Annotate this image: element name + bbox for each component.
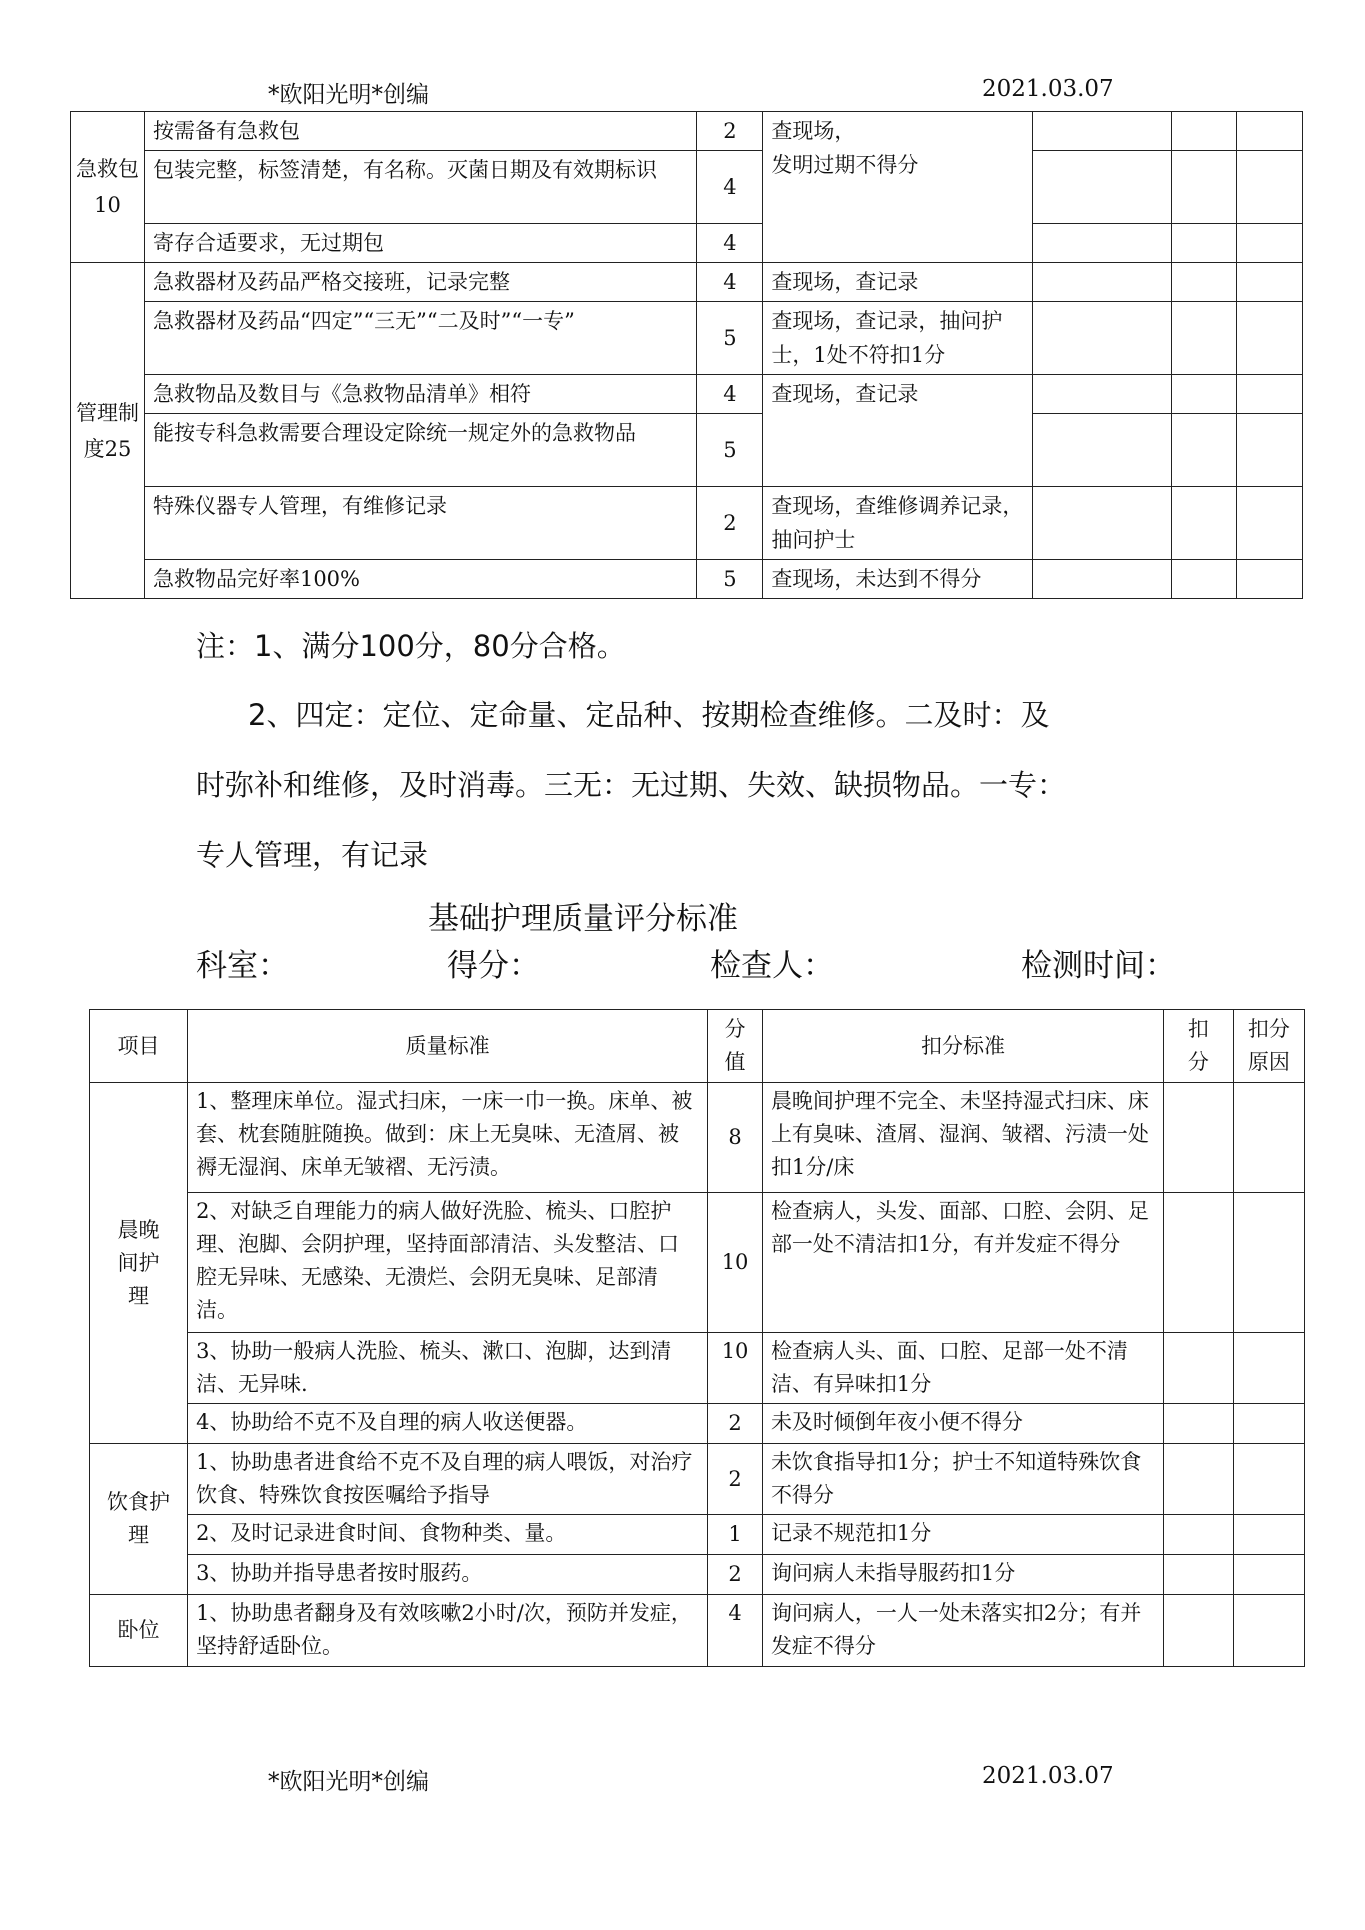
score-cell: 2 xyxy=(697,112,763,151)
header-deduct-standard: 扣分标准 xyxy=(762,1010,1163,1083)
blank-cell xyxy=(1033,375,1172,414)
blank-cell xyxy=(1233,1555,1304,1595)
std-cell: 能按专科急救需要合理设定除统一规定外的急救物品 xyxy=(144,414,697,487)
note-line-2: 2、四定：定位、定命量、定品种、按期检查维修。二及时：及 xyxy=(248,698,1050,732)
score-cell: 8 xyxy=(708,1083,763,1193)
blank-cell xyxy=(1237,112,1303,151)
blank-cell xyxy=(1172,414,1237,487)
method-cell: 查现场，查记录 xyxy=(763,263,1033,302)
score-cell: 5 xyxy=(697,302,763,375)
score-cell: 2 xyxy=(708,1404,763,1444)
score-label: 得分： xyxy=(447,948,540,984)
header-item: 项目 xyxy=(90,1010,188,1083)
blank-cell xyxy=(1172,487,1237,560)
group-management: 管理制度25 xyxy=(71,263,145,599)
blank-cell xyxy=(1033,263,1172,302)
inspector-label: 检查人： xyxy=(710,948,834,984)
blank-cell xyxy=(1233,1595,1304,1667)
blank-cell xyxy=(1172,112,1237,151)
blank-cell xyxy=(1237,375,1303,414)
blank-cell xyxy=(1233,1083,1304,1193)
method-cell: 查现场，查记录，抽问护士，1处不符扣1分 xyxy=(763,302,1033,375)
score-cell: 4 xyxy=(697,375,763,414)
blank-cell xyxy=(1033,112,1172,151)
header-author: *欧阳光明*创编 xyxy=(268,82,429,108)
header-score: 分值 xyxy=(708,1010,763,1083)
blank-cell xyxy=(1033,560,1172,599)
deduct-std-cell: 记录不规范扣1分 xyxy=(762,1515,1163,1555)
group-diet-care: 饮食护理 xyxy=(90,1444,188,1595)
blank-cell xyxy=(1033,414,1172,487)
deduct-std-cell: 晨晚间护理不完全、未坚持湿式扫床、床上有臭味、渣屑、湿润、皱褶、污渍一处扣1分/床 xyxy=(762,1083,1163,1193)
std-cell: 按需备有急救包 xyxy=(144,112,697,151)
blank-cell xyxy=(1164,1404,1234,1444)
std-cell: 急救器材及药品严格交接班，记录完整 xyxy=(144,263,697,302)
score-cell: 4 xyxy=(697,263,763,302)
std-cell: 1、协助患者翻身及有效咳嗽2小时/次，预防并发症，坚持舒适卧位。 xyxy=(188,1595,708,1667)
std-cell: 急救器材及药品“四定”“三无”“二及时”“一专” xyxy=(144,302,697,375)
blank-cell xyxy=(1233,1404,1304,1444)
score-cell: 10 xyxy=(708,1193,763,1333)
score-cell: 2 xyxy=(708,1444,763,1515)
score-cell: 4 xyxy=(697,151,763,224)
deduct-std-cell: 未饮食指导扣1分；护士不知道特殊饮食不得分 xyxy=(762,1444,1163,1515)
score-cell: 2 xyxy=(697,487,763,560)
time-label: 检测时间： xyxy=(1021,948,1176,984)
group-position: 卧位 xyxy=(90,1595,188,1667)
group-morning-evening-care: 晨晚间护理 xyxy=(90,1083,188,1444)
std-cell: 2、对缺乏自理能力的病人做好洗脸、梳头、口腔护理、泡脚、会阴护理，坚持面部清洁、头发整洁、口腔无异味、无感染、无溃烂、会阴无臭味、足部清洁。 xyxy=(188,1193,708,1333)
std-cell: 包装完整，标签清楚，有名称。灭菌日期及有效期标识 xyxy=(144,151,697,224)
blank-cell xyxy=(1237,414,1303,487)
emergency-supplies-table xyxy=(70,111,1303,599)
std-cell: 4、协助给不克不及自理的病人收送便器。 xyxy=(188,1404,708,1444)
footer-author: *欧阳光明*创编 xyxy=(268,1769,429,1795)
note-line-4: 专人管理，有记录 xyxy=(196,838,429,872)
score-cell: 4 xyxy=(708,1595,763,1667)
blank-cell xyxy=(1164,1595,1234,1667)
std-cell: 特殊仪器专人管理，有维修记录 xyxy=(144,487,697,560)
blank-cell xyxy=(1164,1193,1234,1333)
deduct-std-cell: 未及时倾倒年夜小便不得分 xyxy=(762,1404,1163,1444)
blank-cell xyxy=(1233,1193,1304,1333)
blank-cell xyxy=(1172,302,1237,375)
blank-cell xyxy=(1237,487,1303,560)
blank-cell xyxy=(1237,263,1303,302)
std-cell: 1、整理床单位。湿式扫床，一床一巾一换。床单、被套、枕套随脏随换。做到：床上无臭味、无渣屑、被褥无湿润、床单无皱褶、无污渍。 xyxy=(188,1083,708,1193)
footer-date: 2021.03.07 xyxy=(982,1763,1114,1789)
group-emergency-kit: 急救包10 xyxy=(71,112,145,263)
blank-cell xyxy=(1164,1515,1234,1555)
std-cell: 急救物品及数目与《急救物品清单》相符 xyxy=(144,375,697,414)
blank-cell xyxy=(1172,151,1237,224)
method-cell: 查现场，未达到不得分 xyxy=(763,560,1033,599)
blank-cell xyxy=(1033,151,1172,224)
blank-cell xyxy=(1172,263,1237,302)
blank-cell xyxy=(1033,302,1172,375)
blank-cell xyxy=(1172,375,1237,414)
blank-cell xyxy=(1164,1444,1234,1515)
method-cell: 查现场，查记录 xyxy=(763,375,1033,487)
note-line-1: 注：1、满分100分，80分合格。 xyxy=(196,629,626,663)
dept-label: 科室： xyxy=(196,948,289,984)
std-cell: 急救物品完好率100% xyxy=(144,560,697,599)
std-cell: 2、及时记录进食时间、食物种类、量。 xyxy=(188,1515,708,1555)
score-cell: 2 xyxy=(708,1555,763,1595)
method-cell: 查现场， 发明过期不得分 xyxy=(763,112,1033,263)
blank-cell xyxy=(1033,224,1172,263)
blank-cell xyxy=(1237,224,1303,263)
deduct-std-cell: 检查病人，头发、面部、口腔、会阴、足部一处不清洁扣1分，有并发症不得分 xyxy=(762,1193,1163,1333)
form-title: 基础护理质量评分标准 xyxy=(428,901,738,937)
blank-cell xyxy=(1172,224,1237,263)
blank-cell xyxy=(1033,487,1172,560)
blank-cell xyxy=(1237,151,1303,224)
blank-cell xyxy=(1164,1555,1234,1595)
blank-cell xyxy=(1233,1333,1304,1404)
deduct-std-cell: 询问病人未指导服药扣1分 xyxy=(762,1555,1163,1595)
blank-cell xyxy=(1164,1083,1234,1193)
header-deduct: 扣分 xyxy=(1164,1010,1234,1083)
blank-cell xyxy=(1164,1333,1234,1404)
deduct-std-cell: 检查病人头、面、口腔、足部一处不清洁、有异味扣1分 xyxy=(762,1333,1163,1404)
note-line-3: 时弥补和维修，及时消毒。三无：无过期、失效、缺损物品。一专： xyxy=(196,768,1067,802)
std-cell: 1、协助患者进食给不克不及自理的病人喂饭，对治疗饮食、特殊饮食按医嘱给予指导 xyxy=(188,1444,708,1515)
score-cell: 4 xyxy=(697,224,763,263)
blank-cell xyxy=(1237,302,1303,375)
blank-cell xyxy=(1233,1444,1304,1515)
deduct-std-cell: 询问病人，一人一处未落实扣2分；有并发症不得分 xyxy=(762,1595,1163,1667)
score-cell: 1 xyxy=(708,1515,763,1555)
score-cell: 5 xyxy=(697,414,763,487)
score-cell: 5 xyxy=(697,560,763,599)
std-cell: 寄存合适要求，无过期包 xyxy=(144,224,697,263)
blank-cell xyxy=(1237,560,1303,599)
method-cell: 查现场，查维修调养记录，抽问护士 xyxy=(763,487,1033,560)
header-date: 2021.03.07 xyxy=(982,76,1114,102)
header-reason: 扣分原因 xyxy=(1233,1010,1304,1083)
header-standard: 质量标准 xyxy=(188,1010,708,1083)
blank-cell xyxy=(1172,560,1237,599)
blank-cell xyxy=(1233,1515,1304,1555)
std-cell: 3、协助并指导患者按时服药。 xyxy=(188,1555,708,1595)
std-cell: 3、协助一般病人洗脸、梳头、漱口、泡脚，达到清洁、无异味. xyxy=(188,1333,708,1404)
basic-nursing-table xyxy=(89,1009,1305,1667)
score-cell: 10 xyxy=(708,1333,763,1404)
